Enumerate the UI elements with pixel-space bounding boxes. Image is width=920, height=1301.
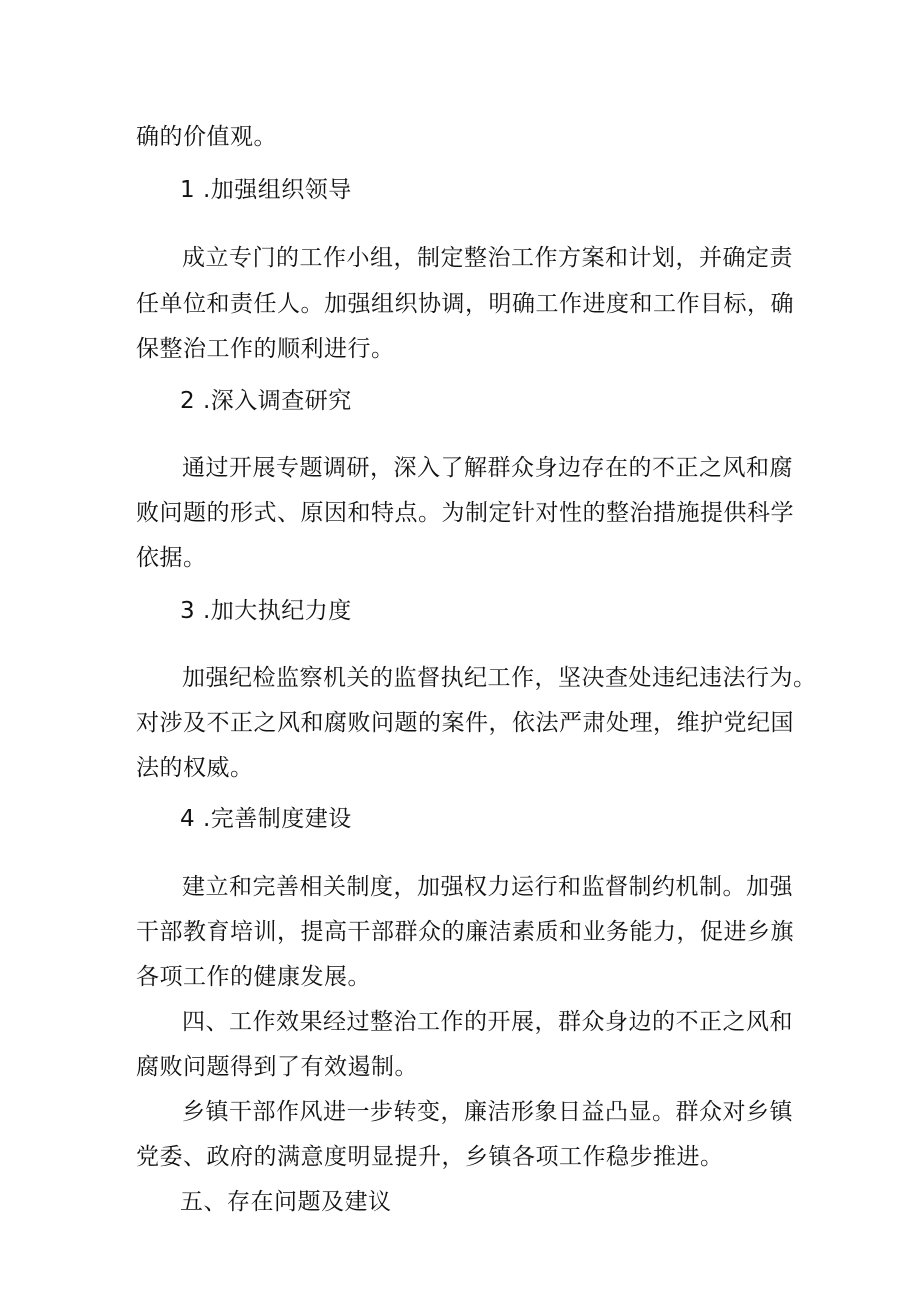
paragraph-line: 腐败问题得到了有效遏制。 — [136, 1054, 418, 1080]
paragraph-line: 乡镇干部作风进一步转变，廉洁形象日益凸显。群众对乡镇 — [182, 1099, 793, 1125]
paragraph-line: 干部教育培训，提高干部群众的廉洁素质和业务能力，促进乡旗 — [136, 919, 794, 945]
paragraph-line: 法的权威。 — [136, 755, 254, 781]
paragraph-line: 四、工作效果经过整治工作的开展，群众身边的不正之风和 — [182, 1009, 793, 1035]
section-heading: 1 .加强组织领导 — [180, 177, 352, 203]
paragraph-line: 党委、政府的满意度明显提升，乡镇各项工作稳步推进。 — [136, 1144, 724, 1170]
section-heading: 2 .深入调查研究 — [180, 388, 352, 414]
paragraph-line: 确的价值观。 — [136, 124, 277, 150]
paragraph-line: 败问题的形式、原因和特点。为制定针对性的整治措施提供科学 — [136, 500, 794, 526]
paragraph-line: 对涉及不正之风和腐败问题的案件，依法严肃处理，维护党纪国 — [136, 710, 794, 736]
paragraph-line: 通过开展专题调研，深入了解群众身边存在的不正之风和腐 — [182, 455, 793, 481]
paragraph-line: 依据。 — [136, 545, 207, 571]
paragraph-line: 成立专门的工作小组，制定整治工作方案和计划，并确定责 — [182, 245, 793, 271]
section-heading: 五、存在问题及建议 — [180, 1189, 392, 1215]
paragraph-line: 建立和完善相关制度，加强权力运行和监督制约机制。加强 — [182, 874, 793, 900]
section-heading: 3 .加大执纪力度 — [180, 598, 352, 624]
paragraph-line: 加强纪检监察机关的监督执纪工作，坚决查处违纪违法行为。 — [182, 665, 817, 691]
paragraph-line: 各项工作的健康发展。 — [136, 964, 371, 990]
paragraph-line: 保整治工作的顺利进行。 — [136, 336, 395, 362]
section-heading: 4 .完善制度建设 — [180, 806, 352, 832]
paragraph-line: 任单位和责任人。加强组织协调，明确工作进度和工作目标，确 — [136, 291, 794, 317]
